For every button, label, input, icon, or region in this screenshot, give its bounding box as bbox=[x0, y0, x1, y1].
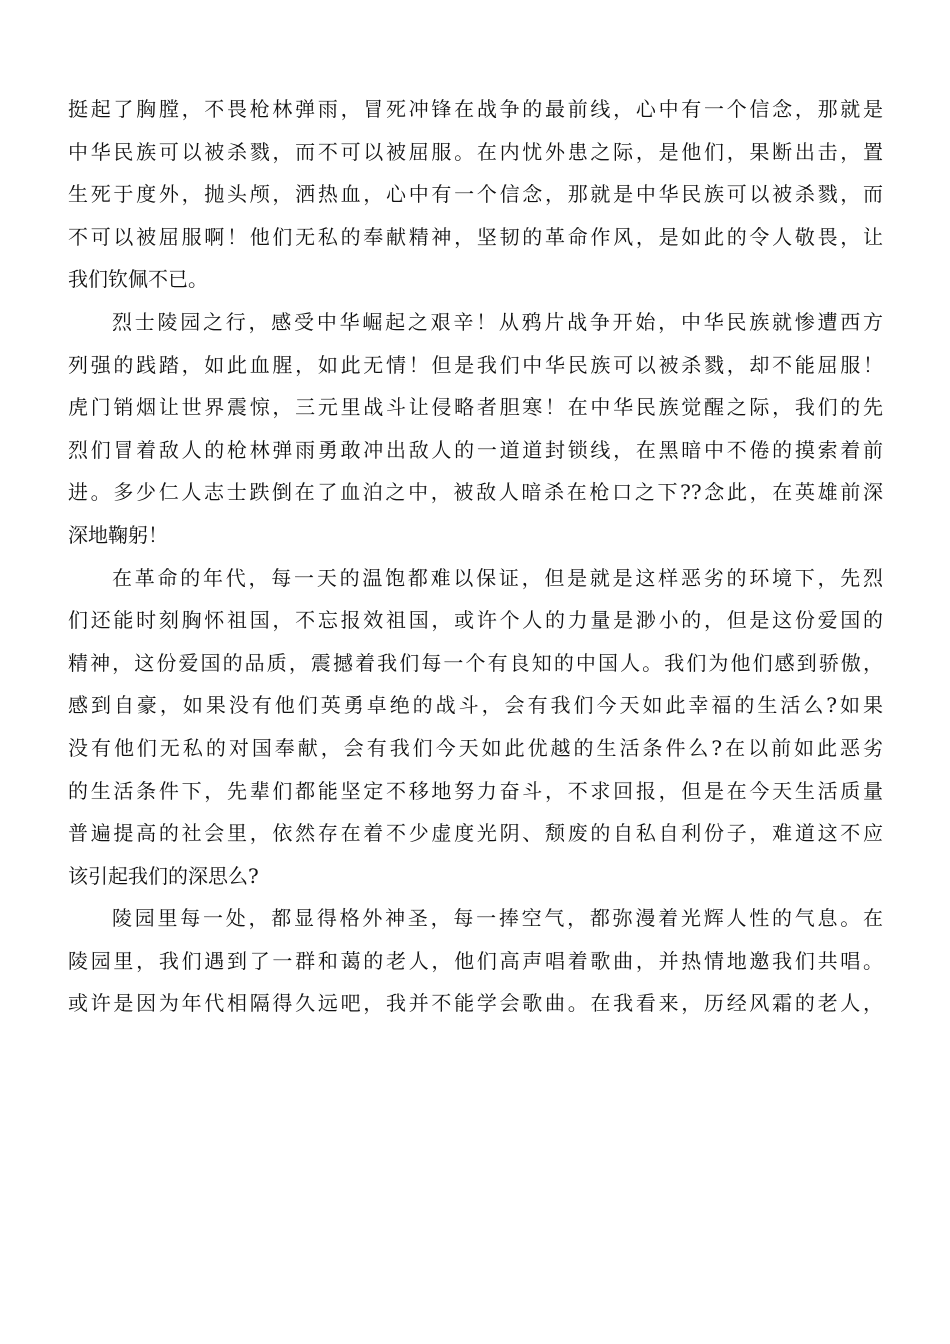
text-line: 的生活条件下，先辈们都能坚定不移地努力奋斗，不求回报，但是在今天生活质量 bbox=[68, 778, 883, 803]
text-line: 列强的践踏，如此血腥，如此无情！但是我们中华民族可以被杀戮，却不能屈服！ bbox=[68, 352, 883, 377]
text-line: 虎门销烟让世界震惊，三元里战斗让侵略者胆寒！在中华民族觉醒之际，我们的先 bbox=[68, 395, 883, 420]
text-line: 们还能时刻胸怀祖国，不忘报效祖国，或许个人的力量是渺小的，但是这份爱国的 bbox=[68, 608, 883, 633]
text-line: 中华民族可以被杀戮，而不可以被屈服。在内忧外患之际，是他们，果断出击，置 bbox=[68, 139, 883, 164]
text-line: 普遍提高的社会里，依然存在着不少虚度光阴、颓废的自私自利份子，难道这不应 bbox=[68, 821, 883, 846]
text-line: 没有他们无私的对国奉献，会有我们今天如此优越的生活条件么?在以前如此恶劣 bbox=[68, 735, 883, 760]
paragraph bbox=[68, 301, 883, 557]
text-line: 陵园里每一处，都显得格外神圣，每一捧空气，都弥漫着光辉人性的气息。在 bbox=[112, 906, 883, 931]
text-line: 烈士陵园之行，感受中华崛起之艰辛！从鸦片战争开始，中华民族就惨遭西方 bbox=[112, 309, 883, 334]
paragraph bbox=[68, 88, 883, 301]
text-line: 进。多少仁人志士跌倒在了血泊之中，被敌人暗杀在枪口之下??念此，在英雄前深 bbox=[68, 480, 883, 505]
text-line: 该引起我们的深思么? bbox=[68, 863, 259, 888]
text-line: 在革命的年代，每一天的温饱都难以保证，但是就是这样恶劣的环境下，先烈 bbox=[112, 565, 883, 590]
text-line: 深地鞠躬！ bbox=[68, 522, 168, 547]
text-line: 挺起了胸膛，不畏枪林弹雨，冒死冲锋在战争的最前线，心中有一个信念，那就是 bbox=[68, 97, 883, 121]
text-line: 不可以被屈服啊！他们无私的奉献精神，坚韧的革命作风，是如此的令人敬畏，让 bbox=[68, 224, 883, 249]
paragraph bbox=[68, 897, 883, 1025]
text-line: 烈们冒着敌人的枪林弹雨勇敢冲出敌人的一道道封锁线，在黑暗中不倦的摸索着前 bbox=[68, 437, 883, 462]
document-body bbox=[68, 88, 883, 1025]
text-line: 感到自豪，如果没有他们英勇卓绝的战斗，会有我们今天如此幸福的生活么?如果 bbox=[68, 693, 883, 718]
text-line: 或许是因为年代相隔得久远吧，我并不能学会歌曲。在我看来，历经风霜的老人， bbox=[68, 991, 883, 1016]
text-line: 精神，这份爱国的品质，震撼着我们每一个有良知的中国人。我们为他们感到骄傲， bbox=[68, 650, 883, 675]
text-line: 我们钦佩不已。 bbox=[68, 267, 208, 292]
text-line: 陵园里，我们遇到了一群和蔼的老人，他们高声唱着歌曲，并热情地邀我们共唱。 bbox=[68, 948, 883, 973]
text-line: 生死于度外，抛头颅，洒热血，心中有一个信念，那就是中华民族可以被杀戮，而 bbox=[68, 182, 883, 207]
paragraph bbox=[68, 557, 883, 898]
